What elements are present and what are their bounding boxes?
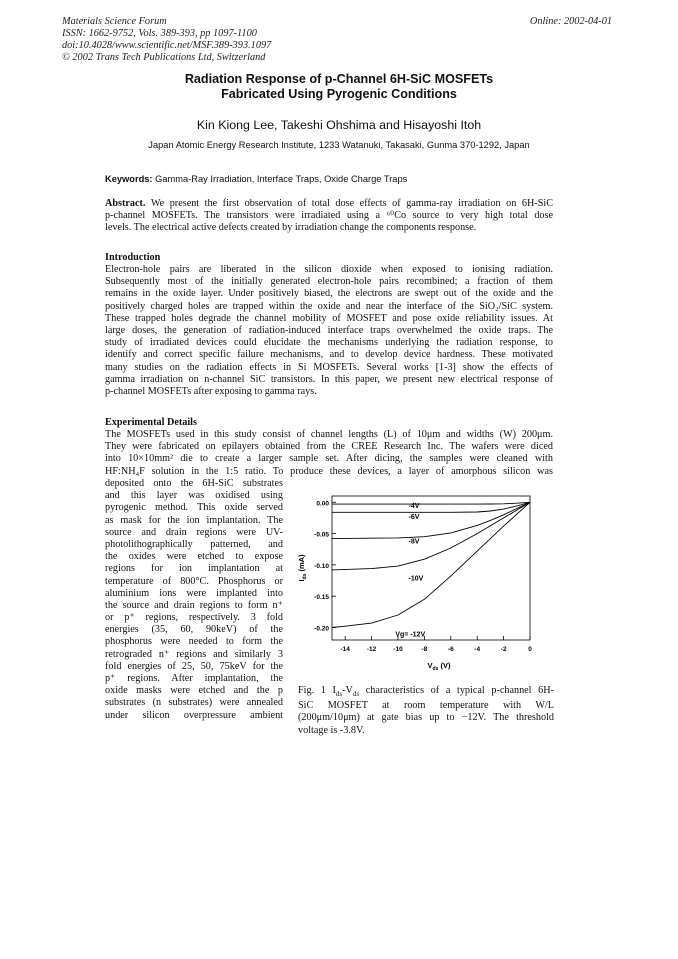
y-axis-label: $I_{ds}$ (mA) <box>297 554 308 582</box>
figure-caption <box>298 685 554 737</box>
experimental-heading: Experimental Details <box>105 417 197 428</box>
experimental-line: regions for ion implantation at <box>105 563 283 575</box>
experimental-line: energies (35, 60, 90keV) of the <box>105 624 283 636</box>
copyright: © 2002 Trans Tech Publications Ltd, Switzerland <box>62 52 266 63</box>
title-line-1: Radiation Response of p-Channel 6H-SiC MOSFETs <box>184 72 494 86</box>
caption-line: SiC MOSFET at room temperature with W/L <box>298 700 554 712</box>
intro-line: large doses, the generation of radiation-induced interface traps overwhelmed the oxide traps. The <box>105 324 553 336</box>
series-line <box>332 502 530 627</box>
series-label: -10V <box>408 575 424 583</box>
abstract-line: levels. The electrical active defects created by irradiation change the components response. <box>105 222 477 234</box>
experimental-line: source and drain regions were UV- <box>105 526 283 538</box>
experimental-line: into 10×10mm² die to create a larger sample set. After dicing, the samples were cleaned with <box>105 453 553 465</box>
experimental-line: They were fabricated on epilayers obtained from the CREE Research Inc. The wafers were diced <box>105 441 553 453</box>
y-tick-label: -0.20 <box>314 625 329 633</box>
experimental-line: and this layer was oxidised using <box>105 490 283 502</box>
experimental-line: oxide masks were etched and the p <box>105 685 283 697</box>
abstract <box>105 198 553 235</box>
chart-curves <box>332 502 530 627</box>
journal-name: Materials Science Forum <box>62 16 167 27</box>
experimental-line: deposited onto the 6H-SiC substrates <box>105 478 283 489</box>
abstract-line: Abstract. We present the first observation of total dose effects of gamma-ray irradiation on 6H-SiC <box>105 198 553 209</box>
x-tick-label: -4 <box>474 646 481 653</box>
intro-line: remains in the oxide layer. Under positively biased, the electrons are swept out of the oxide and the <box>105 288 553 300</box>
experimental-line: the source and drain regions to form n⁺ <box>105 599 283 611</box>
series-label: -8V <box>408 538 420 546</box>
series-line <box>332 502 530 538</box>
chart-axes <box>332 496 530 640</box>
intro-line: p-channel MOSFETs after exposing to gamma rays. <box>105 385 317 397</box>
title-line-2: Fabricated Using Pyrogenic Conditions <box>221 87 457 101</box>
x-tick-label: -10 <box>393 646 403 653</box>
y-tick-label: -0.15 <box>314 594 329 602</box>
experimental-line: The MOSFETs used in this study consist of channel lengths (L) of 10μm and widths (W) 200μm. <box>105 429 553 440</box>
caption-line: voltage is -3.8V. <box>298 724 365 736</box>
experimental-left-column <box>105 478 283 722</box>
x-tick-label: -14 <box>340 646 350 653</box>
caption-line: (200μm/10μm) at gate bias up to −12V. The threshold <box>298 712 554 724</box>
intro-line: study of irradiated devices could elucidate the mechanisms underlying the radiation response, to <box>105 337 553 349</box>
caption-line: Fig. 1 $I_{ds}-V_{ds}$ characteristics of a typical p-channel 6H- <box>298 685 555 699</box>
abstract-label: Abstract. <box>105 198 146 209</box>
x-tick-label: -6 <box>447 646 454 653</box>
affiliation: Japan Atomic Energy Research Institute, 1233 Watanuki, Takasaki, Gunma 370-1292, Japan <box>148 140 530 150</box>
experimental-line: as mask for the ion implantation. The <box>105 514 283 526</box>
experimental-line: photolithographically patterned, and <box>105 538 283 550</box>
keywords-label: Keywords: <box>105 174 153 184</box>
intro-line: identify and correct specific failure mechanisms, and to develop device hardness. These motivated <box>105 349 553 361</box>
keywords-text: Gamma-Ray Irradiation, Interface Traps, Oxide Charge Traps <box>155 174 408 184</box>
x-tick-label: 0 <box>528 646 532 653</box>
y-tick-label: -0.10 <box>314 562 329 570</box>
intro-line: gamma irradiation on n-channel SiC transistors. In this paper, we present new electrical response of <box>105 373 553 385</box>
intro-body <box>105 264 553 398</box>
experimental-line: under silicon overpressure ambient <box>105 709 283 721</box>
intro-heading: Introduction <box>105 252 161 263</box>
doi: doi:10.4028/www.scientific.net/MSF.389-393.1097 <box>62 40 272 51</box>
online-date: Online: 2002-04-01 <box>529 16 612 27</box>
experimental-line: the oxides were etched to expose <box>105 551 283 563</box>
experimental-line: retrograded n⁺ regions and similarly 3 <box>105 648 283 660</box>
experimental-line: HF:NH₄F solution in the 1:5 ratio. To produce these devices, a layer of amorphous silicon was <box>105 465 553 477</box>
abstract-line: p-channel MOSFETs. The transistors were irradiated using a ⁶⁰Co source to very high total dose <box>105 210 553 222</box>
intro-line: many studies on the radiation effects in Si MOSFETs. Several works [1-3] show the effects of <box>105 361 553 373</box>
y-tick-label: -0.05 <box>314 531 329 539</box>
series-line <box>332 502 530 504</box>
y-tick-label: 0.00 <box>316 500 329 508</box>
experimental-line: or p⁺ regions, respectively. 3 fold <box>105 612 283 624</box>
intro-line: Subsequently most of the initially generated electron-hole pairs recombined; a fraction of them <box>105 276 553 288</box>
series-label: -6V <box>408 513 420 521</box>
plot-frame <box>332 496 530 640</box>
experimental-line: p⁺ regions. After implantation, the <box>105 673 283 684</box>
experimental-body <box>105 429 553 478</box>
intro-line: These trapped holes degrade the channel mobility of MOSFET and pose oxide reliability issues. At <box>105 312 553 324</box>
intro-line: positively charged holes are trapped within the oxide and near the interface of the SiO₂/SiC system. <box>105 300 553 312</box>
x-tick-label: -12 <box>366 646 377 653</box>
x-tick-label: -8 <box>421 646 428 653</box>
experimental-line: aluminium ions were implanted into <box>105 587 283 599</box>
experimental-line: fold energies of 25, 50, 75keV for the <box>105 660 283 672</box>
issn: ISSN: 1662-9752, Vols. 389-393, pp 1097-1100 <box>62 28 257 39</box>
experimental-line: pyrogenic method. This oxide served <box>105 502 283 514</box>
experimental-line: substrates (n substrates) were annealed <box>105 697 283 709</box>
experimental-line: phosphorus were needed to form the <box>105 636 283 648</box>
x-tick-label: -2 <box>500 646 507 653</box>
x-axis-label: $V_{ds}$ (V) <box>427 661 451 672</box>
keywords <box>105 174 407 184</box>
authors: Kin Kiong Lee, Takeshi Ohshima and Hisayoshi Itoh <box>196 118 482 132</box>
intro-line: Electron-hole pairs are liberated in the silicon dioxide when exposed to ionising radiation. <box>105 264 553 275</box>
experimental-line: temperature of 800°C. Phosphorus or <box>105 575 283 587</box>
ids-vds-chart <box>290 488 555 688</box>
series-label: -4V <box>408 503 420 511</box>
series-label: Vg= -12V <box>395 631 426 639</box>
